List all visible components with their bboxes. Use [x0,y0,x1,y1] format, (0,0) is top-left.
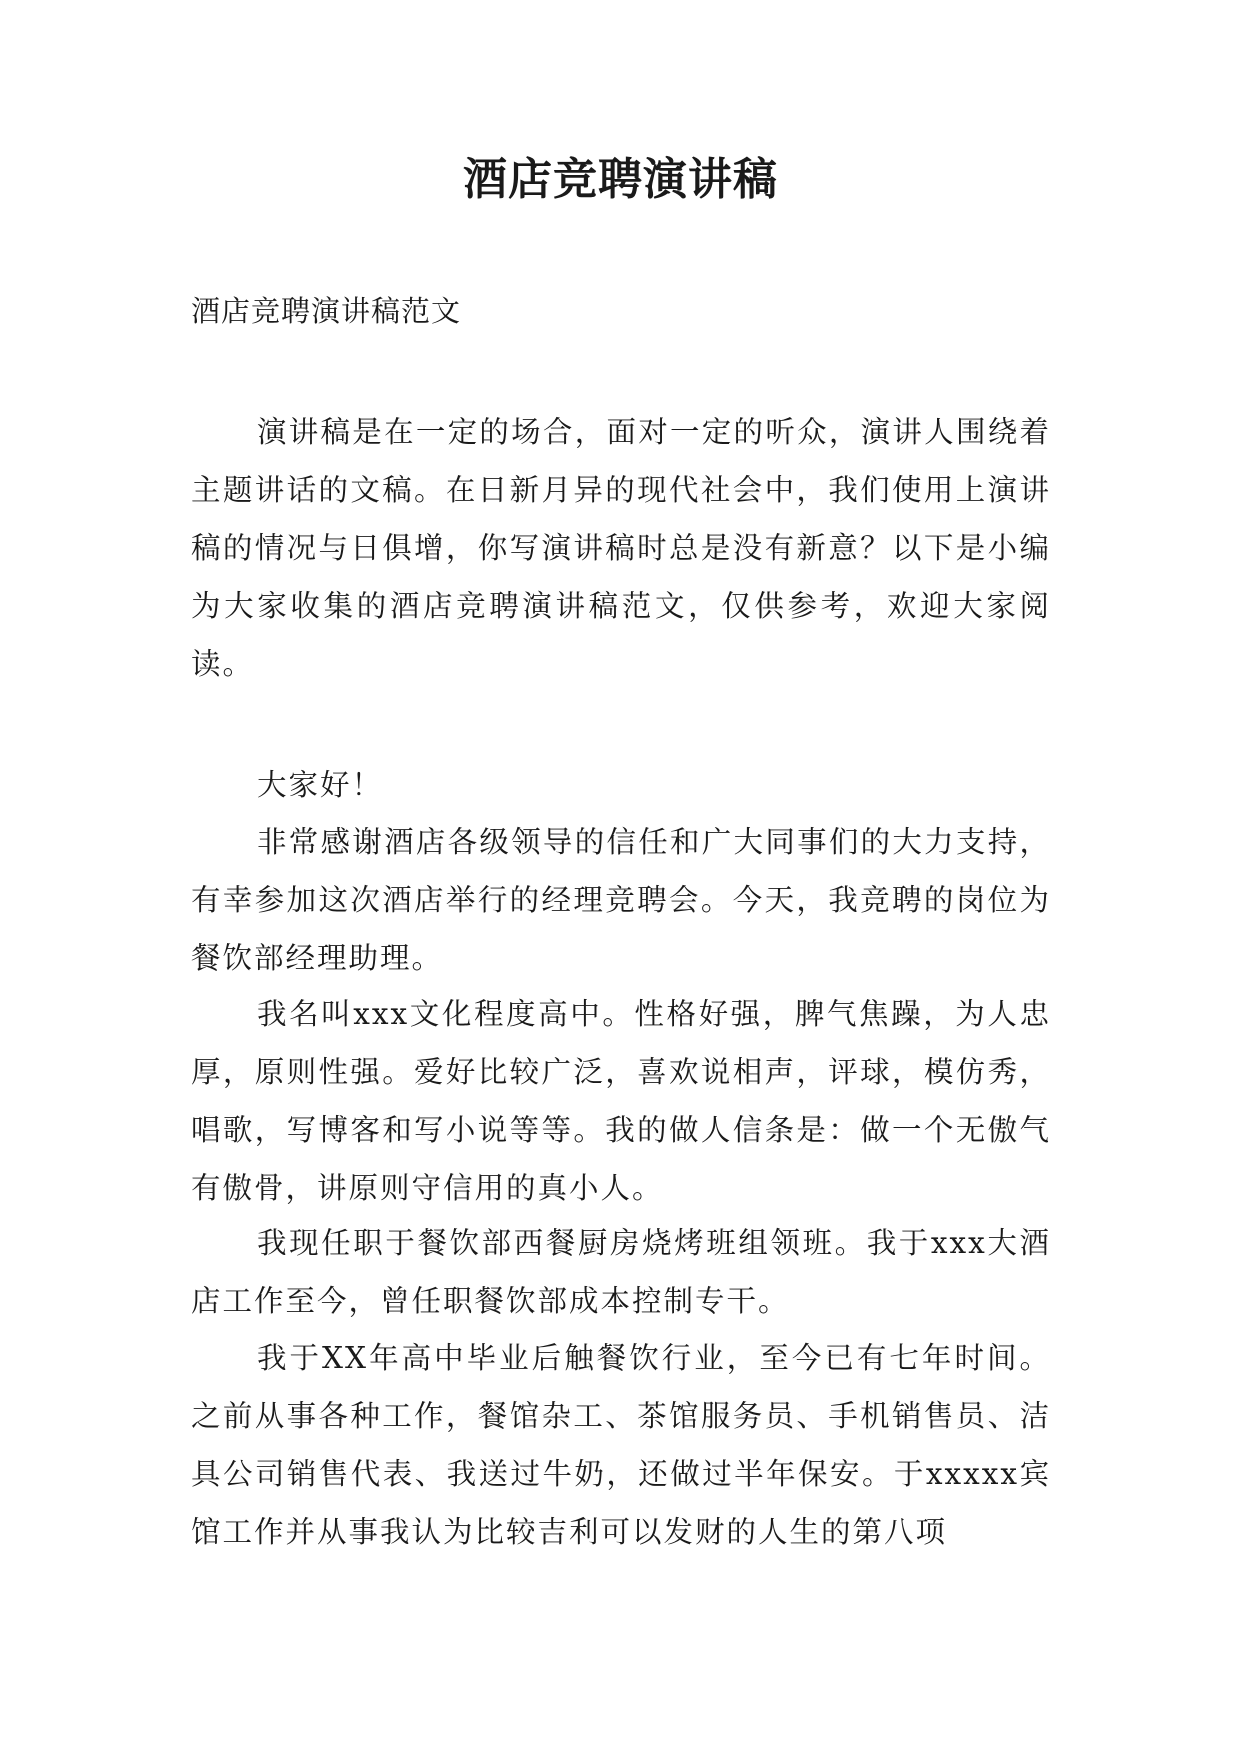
body-paragraph: 我名叫xxx文化程度高中。性格好强，脾气焦躁，为人忠厚，原则性强。爱好比较广泛，喜欢说相声，评球，模仿秀，唱歌，写博客和写小说等等。我的做人信条是：做一个无傲气有傲骨，讲原则守信用的真小人。 [191,997,1051,1205]
document-title: 酒店竞聘演讲稿 [463,154,778,205]
body-paragraph: 非常感谢酒店各级领导的信任和广大同事们的大力支持，有幸参加这次酒店举行的经理竞聘会。今天，我竞聘的岗位为餐饮部经理助理。 [191,825,1051,975]
intro-paragraph: 演讲稿是在一定的场合，面对一定的听众，演讲人围绕着主题讲话的文稿。在日新月异的现代社会中，我们使用上演讲稿的情况与日俱增，你写演讲稿时总是没有新意？以下是小编为大家收集的酒店竞聘演讲稿范文，仅供参考，欢迎大家阅读。 [191,415,1051,681]
document-subtitle: 酒店竞聘演讲稿范文 [191,294,462,328]
body-paragraph: 我于XX年高中毕业后触餐饮行业，至今已有七年时间。之前从事各种工作，餐馆杂工、茶馆服务员、手机销售员、洁具公司销售代表、我送过牛奶，还做过半年保安。于xxxxx宾馆工作并从事我认为比较吉利可以发财的人生的第八项 [191,1341,1051,1549]
greeting-line: 大家好！ [257,768,384,802]
body-paragraph: 我现任职于餐饮部西餐厨房烧烤班组领班。我于xxx大酒店工作至今，曾任职餐饮部成本控制专干。 [191,1226,1051,1318]
